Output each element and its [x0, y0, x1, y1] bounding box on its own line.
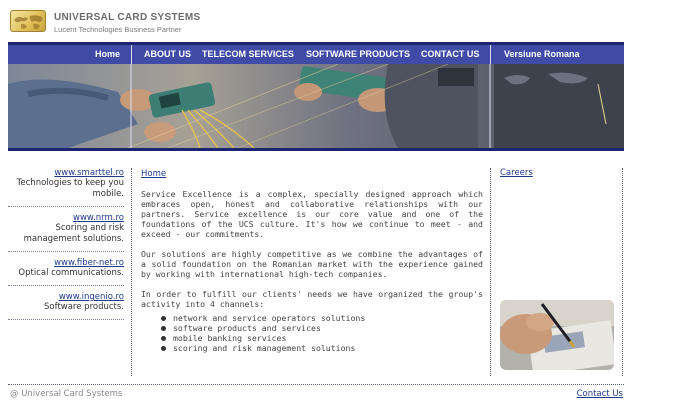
hero-bottom-rule	[8, 148, 624, 151]
hero-banner	[8, 64, 624, 148]
partner-link-smarttel[interactable]: www.smarttel.ro	[54, 168, 124, 178]
partner-description: Scoring and risk management solutions.	[23, 223, 124, 244]
nav-divider	[490, 45, 491, 64]
footer-rule	[8, 384, 624, 385]
partner-description: Technologies to keep you mobile.	[16, 178, 124, 199]
nav-home[interactable]: Home	[95, 49, 121, 59]
nav-contact-us[interactable]: CONTACT US	[421, 49, 480, 59]
list-item: mobile banking services	[161, 333, 483, 343]
careers-link[interactable]: Careers	[500, 168, 533, 178]
channels-list	[161, 313, 483, 353]
channels-paragraph: In order to fulfill our clients' needs we have organized the group's activity into 4 channels:	[141, 289, 483, 309]
main-content	[141, 168, 483, 353]
right-sidebar	[500, 168, 620, 178]
partner-link-ingenio[interactable]: www.ingenio.ro	[58, 292, 124, 302]
list-item: scoring and risk management solutions	[161, 343, 483, 353]
solutions-paragraph: Our solutions are highly competitive as we combine the advantages of a solid foundation on the Romanian market with the experience gained by working with international high-tech companies.	[141, 249, 483, 279]
hero-image	[8, 64, 624, 148]
partner-item	[8, 258, 124, 286]
breadcrumb-home[interactable]: Home	[141, 169, 167, 179]
nav-telecom-services[interactable]: TELECOM SERVICES	[202, 49, 294, 59]
list-item: network and service operators solutions	[161, 313, 483, 323]
nav-versiune-romana[interactable]: Versiune Romana	[504, 49, 580, 59]
pen-signing-photo	[500, 300, 614, 370]
nav-software-products[interactable]: SOFTWARE PRODUCTS	[306, 49, 411, 59]
list-item: software products and services	[161, 323, 483, 333]
footer-copyright: @ Universal Card Systems	[10, 389, 123, 399]
intro-paragraph: Service Excellence is a complex, specially designed approach which embraces open, honest and collaborative relationships with our partners. Service excellence is our core value and one of the foundations of the UCS culture. It's how we continue to meet - and exceed - our commitments.	[141, 189, 483, 239]
brand-tagline: Lucent Technologies Business Partner	[54, 25, 182, 34]
column-divider	[490, 168, 491, 376]
partner-description: Optical communications.	[18, 268, 124, 278]
column-divider	[131, 168, 132, 376]
site-header	[8, 8, 624, 38]
main-nav	[8, 45, 624, 64]
partner-description: Software products.	[44, 302, 124, 312]
partner-item	[8, 292, 124, 320]
partner-link-nrm[interactable]: www.nrm.ro	[73, 213, 124, 223]
footer-contact-link[interactable]: Contact Us	[576, 389, 623, 399]
nav-about-us[interactable]: ABOUT US	[144, 49, 191, 59]
partners-sidebar	[8, 168, 124, 326]
brand-name: UNIVERSAL CARD SYSTEMS	[54, 12, 201, 23]
nav-divider	[131, 45, 132, 64]
partner-link-fiber-net[interactable]: www.fiber-net.ro	[54, 258, 124, 268]
column-divider	[622, 168, 623, 376]
partner-item	[8, 213, 124, 252]
partner-item	[8, 168, 124, 207]
globe-card-logo[interactable]	[10, 10, 46, 32]
